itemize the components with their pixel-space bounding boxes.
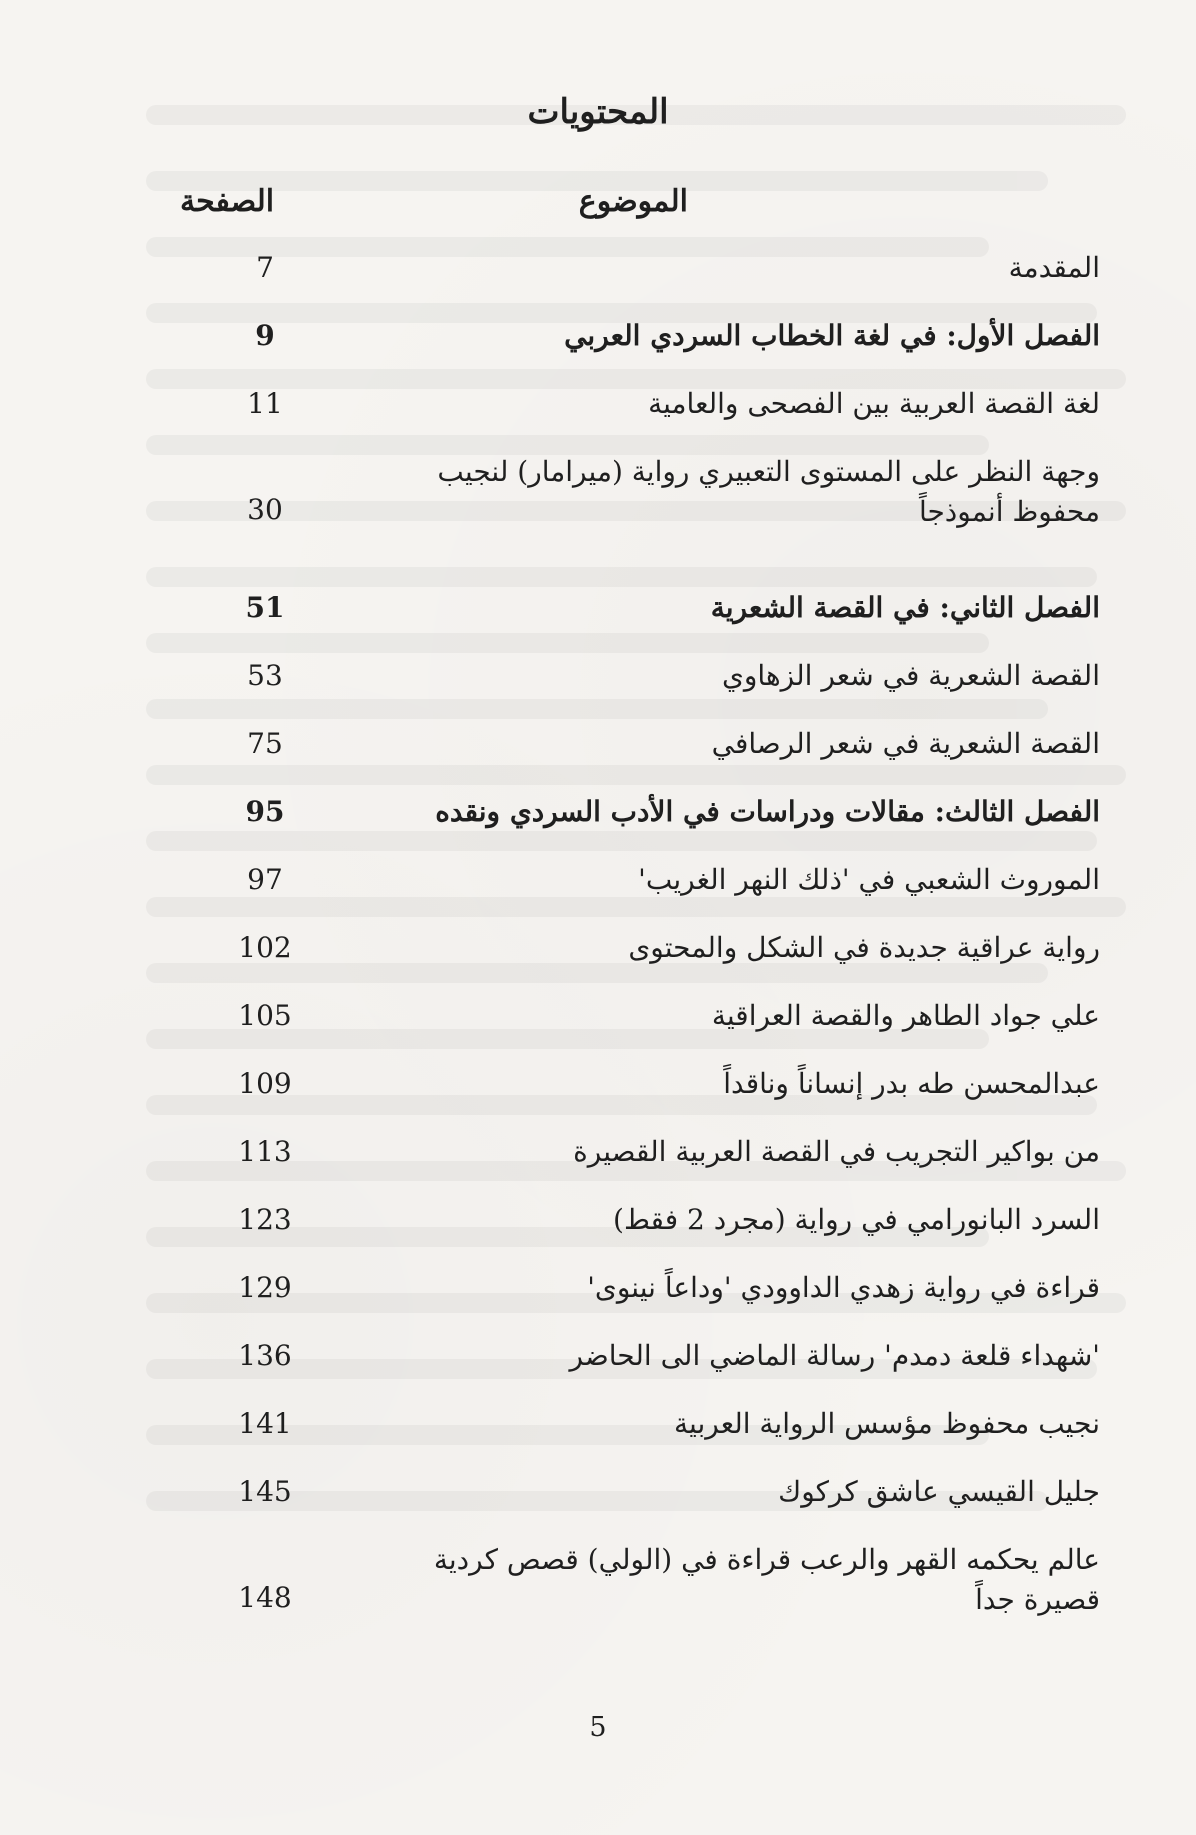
toc-entry-title: الفصل الثالث: مقالات ودراسات في الأدب السردي ونقده <box>435 795 1100 828</box>
toc-entry-title: جليل القيسي عاشق كركوك <box>778 1475 1100 1508</box>
toc-entry <box>180 384 1100 452</box>
toc-entry <box>180 792 1100 860</box>
toc-entry-title: عالم يحكمه القهر والرعب قراءة في (الولي) قصص كردية قصيرة جداً <box>433 1543 1100 1616</box>
toc-entry-title: القصة الشعرية في شعر الرصافي <box>711 727 1100 760</box>
toc-entry-title: رواية عراقية جديدة في الشكل والمحتوى <box>628 931 1100 964</box>
toc-entry <box>180 588 1100 656</box>
toc-entry-page: 141 <box>238 1407 292 1440</box>
toc-entry-page: 145 <box>238 1475 292 1508</box>
toc-entry-title: الفصل الأول: في لغة الخطاب السردي العربي <box>564 319 1100 352</box>
toc-entry-page: 113 <box>238 1135 292 1168</box>
toc-entry <box>180 1404 1100 1472</box>
toc-entry-title: السرد البانورامي في رواية (مجرد 2 فقط) <box>613 1203 1100 1236</box>
toc-entry-page: 53 <box>247 659 283 692</box>
toc-entry-page: 105 <box>238 999 292 1032</box>
contents-header <box>180 184 1100 234</box>
page-header: الصفحة <box>180 184 275 219</box>
toc-entry <box>180 724 1100 792</box>
toc-entry-title: الموروث الشعبي في 'ذلك النهر الغريب' <box>638 863 1100 896</box>
toc-entry-page: 129 <box>238 1271 292 1304</box>
toc-entry-title: قراءة في رواية زهدي الداوودي 'وداعاً نينوى' <box>587 1271 1100 1304</box>
toc-entry <box>180 1200 1100 1268</box>
topic-header: الموضوع <box>578 184 688 219</box>
toc-entry-title: نجيب محفوظ مؤسس الرواية العربية <box>673 1407 1100 1440</box>
toc-entry-page: 9 <box>255 319 275 352</box>
toc-entry-page: 30 <box>247 493 283 526</box>
toc-entry-page: 51 <box>245 591 285 624</box>
toc-entry <box>180 996 1100 1064</box>
toc-entry-page: 11 <box>247 387 283 420</box>
toc-entry <box>180 860 1100 928</box>
toc-entry-page: 102 <box>238 931 292 964</box>
toc-entry-title: 'شهداء قلعة دمدم' رسالة الماضي الى الحاضر <box>569 1339 1100 1372</box>
toc-entry-page: 109 <box>238 1067 292 1100</box>
toc-entry-title: علي جواد الطاهر والقصة العراقية <box>711 999 1100 1032</box>
toc-entry-page: 75 <box>247 727 283 760</box>
toc-entry <box>180 1064 1100 1132</box>
toc-entry <box>180 316 1100 384</box>
toc-entry-page: 136 <box>238 1339 292 1372</box>
toc-entry-title: القصة الشعرية في شعر الزهاوي <box>721 659 1100 692</box>
toc-entry-title: الفصل الثاني: في القصة الشعرية <box>710 591 1100 624</box>
toc-entry-page: 148 <box>238 1581 292 1614</box>
toc-entry <box>180 1132 1100 1200</box>
toc-entry <box>180 1472 1100 1540</box>
toc-entry <box>180 1268 1100 1336</box>
toc-entry <box>180 1540 1100 1676</box>
toc-entry <box>180 928 1100 996</box>
page-number: 5 <box>589 1712 607 1743</box>
toc-entry <box>180 248 1100 316</box>
toc-entry <box>180 656 1100 724</box>
toc-entry-page: 7 <box>256 251 274 284</box>
toc-entry-page: 123 <box>238 1203 292 1236</box>
toc-entry <box>180 452 1100 588</box>
toc-entry <box>180 1336 1100 1404</box>
toc-entry-title: المقدمة <box>1008 251 1100 284</box>
toc-entry-title: عبدالمحسن طه بدر إنساناً وناقداً <box>723 1067 1100 1100</box>
table-of-contents <box>180 248 1100 1676</box>
toc-entry-page: 97 <box>247 863 283 896</box>
toc-entry-title: وجهة النظر على المستوى التعبيري رواية (ميرامار) لنجيب محفوظ أنموذجاً <box>437 455 1100 528</box>
toc-entry-page: 95 <box>245 795 285 828</box>
page-title: المحتويات <box>527 92 669 132</box>
toc-entry-title: من بواكير التجريب في القصة العربية القصيرة <box>573 1135 1100 1168</box>
toc-entry-title: لغة القصة العربية بين الفصحى والعامية <box>648 387 1100 420</box>
